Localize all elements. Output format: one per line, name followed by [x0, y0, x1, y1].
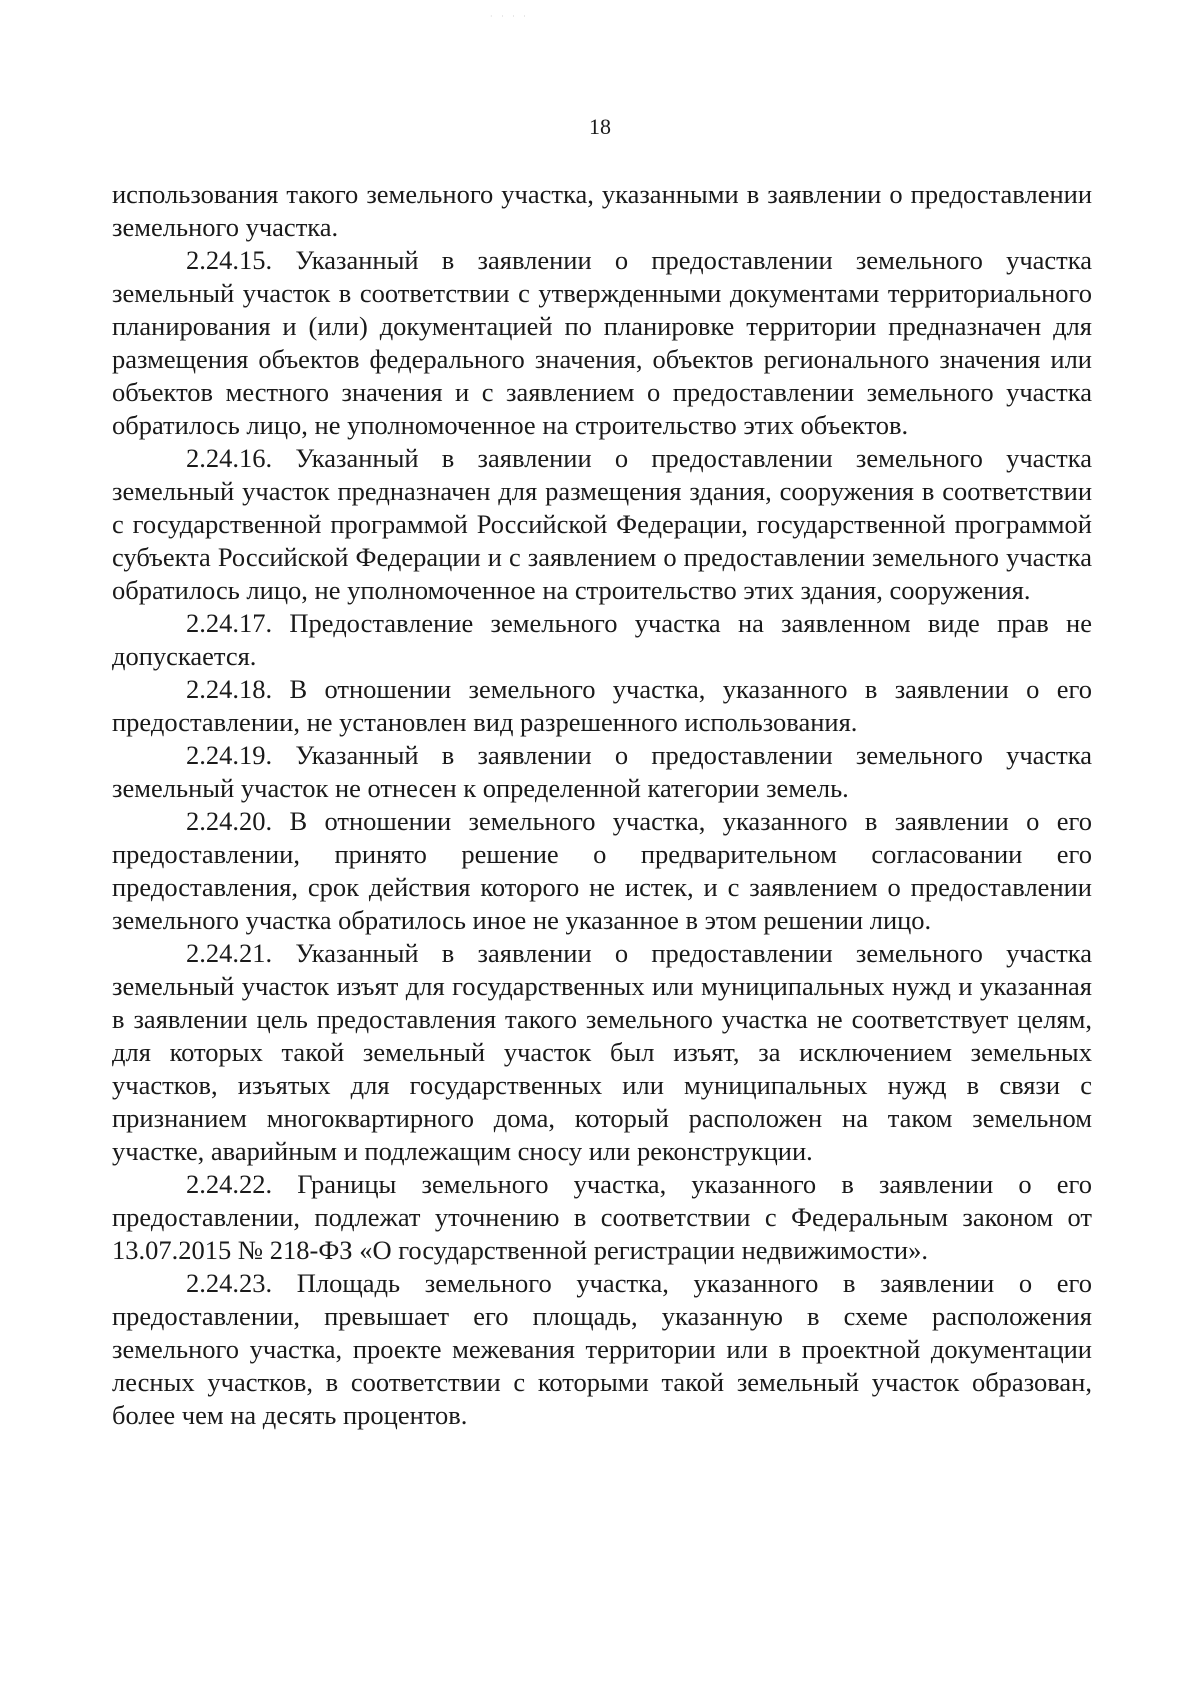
document-body [112, 178, 1092, 1432]
paragraph-2-24-20: 2.24.20. В отношении земельного участка, указанного в заявлении о его предоставлении, принято решение о предварительном согласовании его предоставления, срок действия которого не истек, и с заявлением о предоставлении земельного участка обратилось иное не указанное в этом решении лицо. [112, 806, 1092, 935]
paragraph-2-24-22: 2.24.22. Границы земельного участка, указанного в заявлении о его предоставлении, подлежат уточнению в соответствии с Федеральным законом от 13.07.2015 № 218-ФЗ «О государственной регистрации недвижимости». [112, 1169, 1092, 1265]
paragraph-2-24-17: 2.24.17. Предоставление земельного участка на заявленном виде прав не допускается. [112, 608, 1092, 671]
paragraph-2-24-21: 2.24.21. Указанный в заявлении о предоставлении земельного участка земельный участок изъят для государственных или муниципальных нужд и указанная в заявлении цель предоставления такого земельного участка не соответствует целям, для которых такой земельный участок был изъят, за исключением земельных участков, изъятых для государственных или муниципальных нужд в связи с признанием многоквартирного дома, который расположен на таком земельном участке, аварийным и подлежащим сносу или реконструкции. [112, 938, 1092, 1166]
paragraph-2-24-15: 2.24.15. Указанный в заявлении о предоставлении земельного участка земельный участок в соответствии с утвержденными документами территориального планирования и (или) документацией по планировке территории предназначен для размещения объектов федерального значения, объектов регионального значения или объектов местного значения и с заявлением о предоставлении земельного участка обратилось лицо, не уполномоченное на строительство этих объектов. [112, 245, 1092, 440]
scan-artifact: · · · · [490, 12, 529, 21]
paragraph-continuation: использования такого земельного участка, указанными в заявлении о предоставлении земельного участка. [112, 179, 1092, 242]
paragraph-2-24-23: 2.24.23. Площадь земельного участка, указанного в заявлении о его предоставлении, превышает его площадь, указанную в схеме расположения земельного участка, проекте межевания территории или в проектной документации лесных участков, в соответствии с которыми такой земельный участок образован, более чем на десять процентов. [112, 1268, 1092, 1430]
paragraph-2-24-18: 2.24.18. В отношении земельного участка, указанного в заявлении о его предоставлении, не установлен вид разрешенного использования. [112, 674, 1092, 737]
page-number: 18 [589, 114, 611, 139]
paragraph-2-24-19: 2.24.19. Указанный в заявлении о предоставлении земельного участка земельный участок не отнесен к определенной категории земель. [112, 740, 1092, 803]
paragraph-2-24-16: 2.24.16. Указанный в заявлении о предоставлении земельного участка земельный участок предназначен для размещения здания, сооружения в соответствии с государственной программой Российской Федерации, государственной программой субъекта Российской Федерации и с заявлением о предоставлении земельного участка обратилось лицо, не уполномоченное на строительство этих здания, сооружения. [112, 443, 1092, 605]
